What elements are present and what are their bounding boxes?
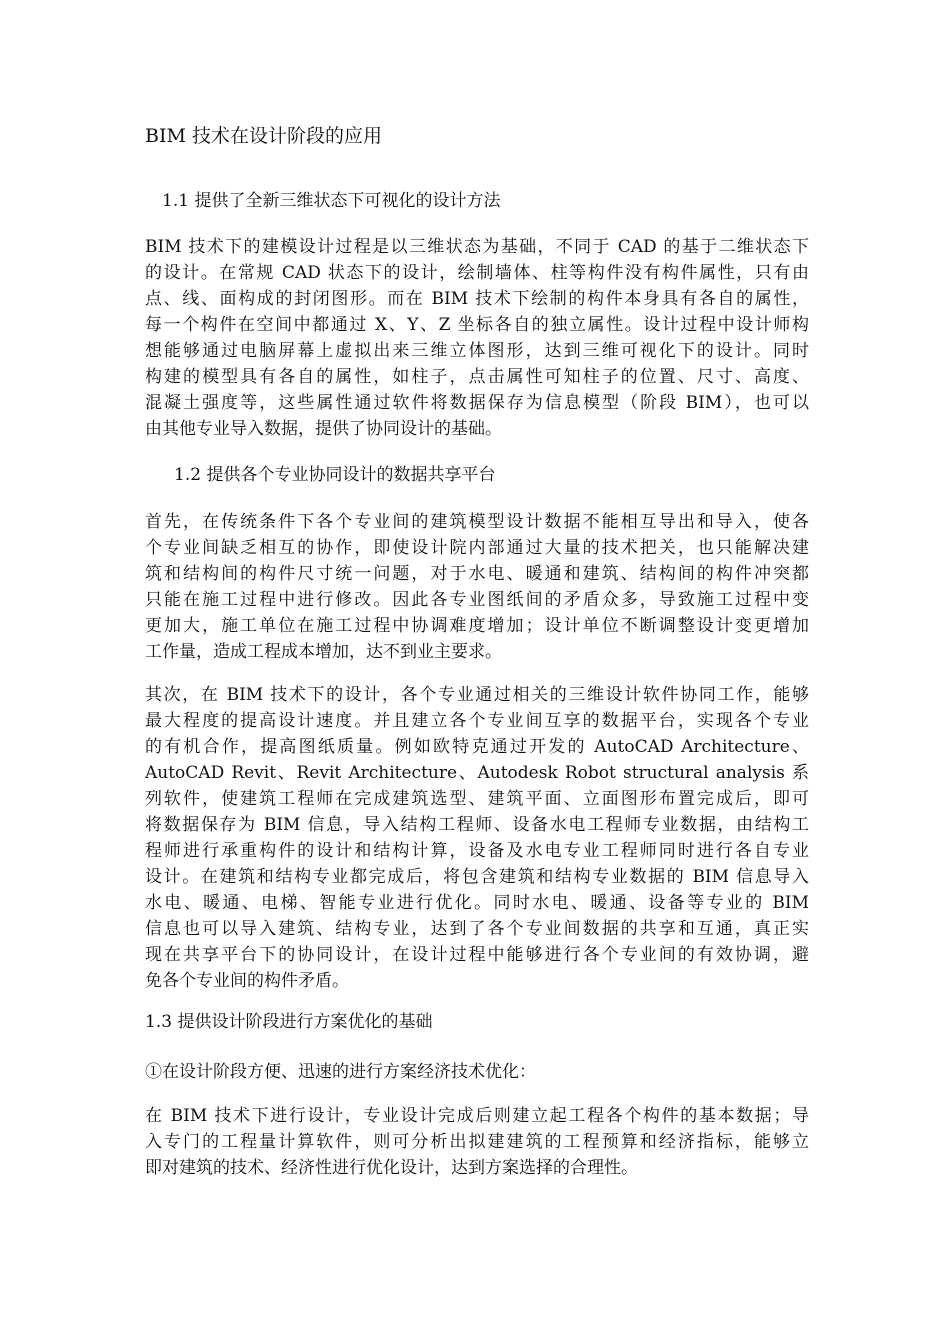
paragraph-line: 免各个专业间的构件矛盾。 xyxy=(145,971,349,991)
paragraph-line: 列软件，使建筑工程师在完成建筑选型、建筑平面、立面图形布置完成后，即可 xyxy=(145,789,809,809)
section-heading-1-2: 1.2 提供各个专业协同设计的数据共享平台 xyxy=(174,465,496,485)
paragraph-line: 其次，在 BIM 技术下的设计，各个专业通过相关的三维设计软件协同工作，能够 xyxy=(145,685,809,705)
subheading-economic-optimization: ①在设计阶段方便、迅速的进行方案经济技术优化： xyxy=(145,1062,536,1082)
paragraph-line: 程师进行承重构件的设计和结构计算，设备及水电专业工程师同时进行各自专业 xyxy=(145,841,809,861)
paragraph-line: BIM 技术下的建模设计过程是以三维状态为基础，不同于 CAD 的基于二维状态下 xyxy=(145,237,809,257)
paragraph-line: 即对建筑的技术、经济性进行优化设计，达到方案选择的合理性。 xyxy=(145,1158,638,1178)
paragraph-line: 入专门的工程量计算软件，则可分析出拟建建筑的工程预算和经济指标，能够立 xyxy=(145,1132,809,1152)
paragraph-line: 工作量，造成工程成本增加，达不到业主要求。 xyxy=(145,642,502,662)
paragraph-line: 更加大，施工单位在施工过程中协调难度增加；设计单位不断调整设计变更增加 xyxy=(145,616,809,636)
paragraph-traditional-collaboration xyxy=(145,509,809,665)
paragraph-line: 首先，在传统条件下各个专业间的建筑模型设计数据不能相互导出和导入，使各 xyxy=(145,512,809,532)
paragraph-line: 信息也可以导入建筑、结构专业，达到了各个专业间数据的共享和互通，真正实 xyxy=(145,919,809,939)
paragraph-line: 构建的模型具有各自的属性，如柱子，点击属性可知柱子的位置、尺寸、高度、 xyxy=(145,367,809,387)
paragraph-line: 点、线、面构成的封闭图形。而在 BIM 技术下绘制的构件本身具有各自的属性， xyxy=(145,289,809,309)
paragraph-line: 的有机合作，提高图纸质量。例如欧特克通过开发的 AutoCAD Architecture、 xyxy=(145,737,809,757)
paragraph-line: 筑和结构间的构件尺寸统一问题，对于水电、暖通和建筑、结构间的构件冲突都 xyxy=(145,564,809,584)
paragraph-line: 设计。在建筑和结构专业都完成后，将包含建筑和结构专业数据的 BIM 信息导入 xyxy=(145,867,809,887)
paragraph-line: AutoCAD Revit、Revit Architecture、Autodesk Robot structural analysis 系 xyxy=(145,763,809,783)
paragraph-line: 的设计。在常规 CAD 状态下的设计，绘制墙体、柱等构件没有构件属性，只有由 xyxy=(145,263,809,283)
paragraph-line: 混凝土强度等，这些属性通过软件将数据保存为信息模型（阶段 BIM），也可以 xyxy=(145,393,809,413)
paragraph-line: 每一个构件在空间中都通过 X、Y、Z 坐标各自的独立属性。设计过程中设计师构 xyxy=(145,315,809,335)
page-title: BIM 技术在设计阶段的应用 xyxy=(145,125,382,147)
paragraph-line: 在 BIM 技术下进行设计，专业设计完成后则建立起工程各个构件的基本数据；导 xyxy=(145,1106,809,1126)
paragraph-line: 将数据保存为 BIM 信息，导入结构工程师、设备水电工程师专业数据，由结构工 xyxy=(145,815,809,835)
section-heading-1-3: 1.3 提供设计阶段进行方案优化的基础 xyxy=(145,1012,433,1032)
paragraph-line: 水电、暖通、电梯、智能专业进行优化。同时水电、暖通、设备等专业的 BIM xyxy=(145,893,809,913)
paragraph-optimization xyxy=(145,1103,809,1181)
paragraph-line: 现在共享平台下的协同设计，在设计过程中能够进行各个专业间的有效协调，避 xyxy=(145,945,809,965)
paragraph-visual-design xyxy=(145,234,809,442)
paragraph-line: 只能在施工过程中进行修改。因此各专业图纸间的矛盾众多，导致施工过程中变 xyxy=(145,590,809,610)
paragraph-bim-collaboration xyxy=(145,682,809,994)
paragraph-line: 由其他专业导入数据，提供了协同设计的基础。 xyxy=(145,419,502,439)
section-heading-1-1: 1.1 提供了全新三维状态下可视化的设计方法 xyxy=(162,191,501,211)
paragraph-line: 个专业间缺乏相互的协作，即使设计院内部通过大量的技术把关，也只能解决建 xyxy=(145,538,809,558)
paragraph-line: 最大程度的提高设计速度。并且建立各个专业间互享的数据平台，实现各个专业 xyxy=(145,711,809,731)
paragraph-line: 想能够通过电脑屏幕上虚拟出来三维立体图形，达到三维可视化下的设计。同时 xyxy=(145,341,809,361)
